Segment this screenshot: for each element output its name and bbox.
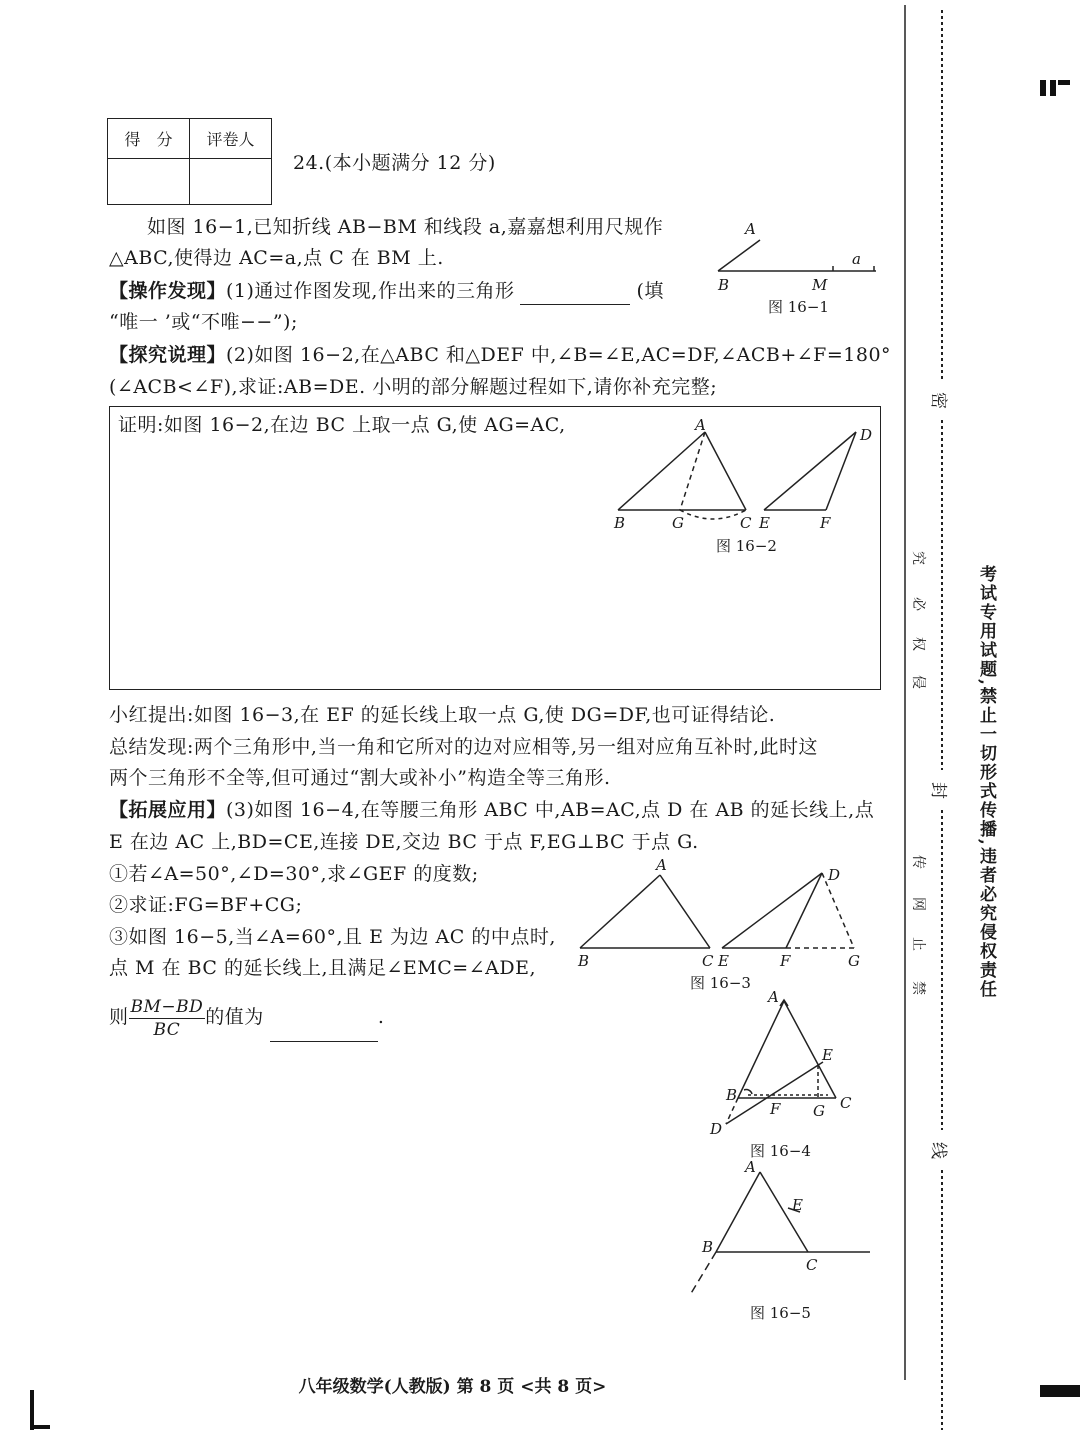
binding-wang: 网 xyxy=(910,897,926,911)
sub-question-3-line-1: ③如图 16−5,当∠A=60°,且 E 为边 AC 的中点时, xyxy=(109,926,556,948)
reviewer-label: 评卷人 xyxy=(190,119,272,159)
fig2-label-D: D xyxy=(860,426,873,444)
fig3-label-E: E xyxy=(718,952,729,970)
binding-zhi: 止 xyxy=(910,937,926,951)
sub-question-2: ②求证:FG=BF+CG; xyxy=(109,894,303,916)
fig4-label-B: B xyxy=(726,1086,738,1104)
fig3-label-C: C xyxy=(702,952,714,970)
fig1-label-A: A xyxy=(745,220,756,238)
page-footer: 八年级数学(人教版) 第 8 页 <共 8 页> xyxy=(298,1377,607,1397)
fraction-denominator: BC xyxy=(153,1019,181,1040)
fig4-label-D: D xyxy=(710,1120,723,1138)
part2-text: (2)如图 16−2,在△ABC 和△DEF 中,∠B=∠E,AC=DF,∠ACB+∠F=180° xyxy=(226,344,892,366)
fig1-caption: 图 16−1 xyxy=(768,298,829,316)
sub-question-3-line-2: 点 M 在 BC 的延长线上,且满足∠EMC=∠ADE, xyxy=(109,957,536,979)
part1-tag: 【操作发现】 xyxy=(109,280,227,302)
xiaohong-line: 小红提出:如图 16−3,在 EF 的延长线上取一点 G,使 DG=DF,也可证得结论. xyxy=(109,704,776,726)
fig3-caption: 图 16−3 xyxy=(690,974,751,992)
fig4-label-A: A xyxy=(768,988,779,1006)
fig3-label-A: A xyxy=(656,856,667,874)
fig4-label-C: C xyxy=(840,1094,852,1112)
fig3-label-D: D xyxy=(828,866,841,884)
binding-feng: 封 xyxy=(928,782,948,799)
fraction-numerator: BM−BD xyxy=(130,996,204,1017)
part3-tag: 【拓展应用】 xyxy=(109,799,227,821)
binding-quan: 权 xyxy=(910,637,926,651)
part2-tag: 【探究说理】 xyxy=(109,344,227,366)
fig2-caption: 图 16−2 xyxy=(716,537,777,555)
binding-jin: 禁 xyxy=(910,981,926,995)
fig2-label-B: B xyxy=(614,514,626,532)
score-label: 得 分 xyxy=(108,119,190,159)
binding-jiu: 究 xyxy=(910,551,926,565)
sub-question-1: ①若∠A=50°,∠D=30°,求∠GEF 的度数; xyxy=(109,863,479,885)
binding-notice: 考试专用试题,禁止一切形式传播,违者必究侵权责任 xyxy=(976,565,996,999)
fig1-label-B: B xyxy=(718,276,730,294)
binding-xian: 线 xyxy=(928,1142,948,1159)
fig3-label-G: G xyxy=(848,952,860,970)
figure-16-2-lines xyxy=(618,432,856,519)
part1-text-b: (填 xyxy=(636,280,664,302)
fig2-label-E: E xyxy=(759,514,770,532)
fig4-label-G: G xyxy=(813,1102,825,1120)
summary-line-2: 两个三角形不全等,但可通过“割大或补小”构造全等三角形. xyxy=(109,767,611,789)
fig1-label-M: M xyxy=(812,276,828,294)
sub3-end: . xyxy=(377,1006,385,1028)
sub3-suffix: 的值为 xyxy=(205,1006,264,1028)
part2-line-2: (∠ACB<∠F),求证:AB=DE. 小明的部分解题过程如下,请你补充完整; xyxy=(109,376,718,398)
fig2-label-A: A xyxy=(695,416,706,434)
fig2-label-G: G xyxy=(672,514,684,532)
part1-line-2: “唯一 ’或“不唯−−”); xyxy=(109,311,298,333)
fig2-label-F: F xyxy=(820,514,831,532)
intro-line-1: 如图 16−1,已知折线 AB−BM 和线段 a,嘉嘉想利用尺规作 xyxy=(147,216,664,238)
part3-text: (3)如图 16−4,在等腰三角形 ABC 中,AB=AC,点 D 在 AB 的延长线上,点 xyxy=(226,799,875,821)
fig3-label-B: B xyxy=(578,952,590,970)
fig4-label-F: F xyxy=(770,1100,781,1118)
sub3-prefix: 则 xyxy=(109,1006,129,1028)
fig5-caption: 图 16−5 xyxy=(750,1304,811,1322)
summary-line-1: 总结发现:两个三角形中,当一角和它所对的边对应相等,另一组对应角互补时,此时这 xyxy=(109,736,819,758)
intro-line-2: △ABC,使得边 AC=a,点 C 在 BM 上. xyxy=(109,247,444,269)
fig3-label-F: F xyxy=(780,952,791,970)
fig4-label-E: E xyxy=(822,1046,833,1064)
proof-start: 证明:如图 16−2,在边 BC 上取一点 G,使 AG=AC, xyxy=(118,414,566,436)
fig4-caption: 图 16−4 xyxy=(750,1142,811,1160)
figure-16-3-lines xyxy=(580,873,854,948)
binding-qin: 侵 xyxy=(910,675,926,689)
question-header: 24.(本小题满分 12 分) xyxy=(293,152,496,174)
part1-text-a: (1)通过作图发现,作出来的三角形 xyxy=(226,280,515,302)
binding-strip-lines xyxy=(905,5,942,1430)
fig5-label-C: C xyxy=(806,1256,818,1274)
binding-mi: 密 xyxy=(928,392,948,409)
fig2-label-C: C xyxy=(740,514,752,532)
binding-chuan: 传 xyxy=(910,855,926,869)
figure-16-5-lines xyxy=(690,1172,870,1295)
binding-bi: 必 xyxy=(910,597,926,611)
corner-marks xyxy=(30,80,1080,1430)
fig5-label-B: B xyxy=(702,1238,714,1256)
fig1-label-a: a xyxy=(852,250,861,268)
part3-line-2: E 在边 AC 上,BD=CE,连接 DE,交边 BC 于点 F,EG⊥BC 于点 G. xyxy=(109,831,699,853)
fig5-label-E: E xyxy=(792,1196,803,1214)
fig5-label-A: A xyxy=(745,1158,756,1176)
